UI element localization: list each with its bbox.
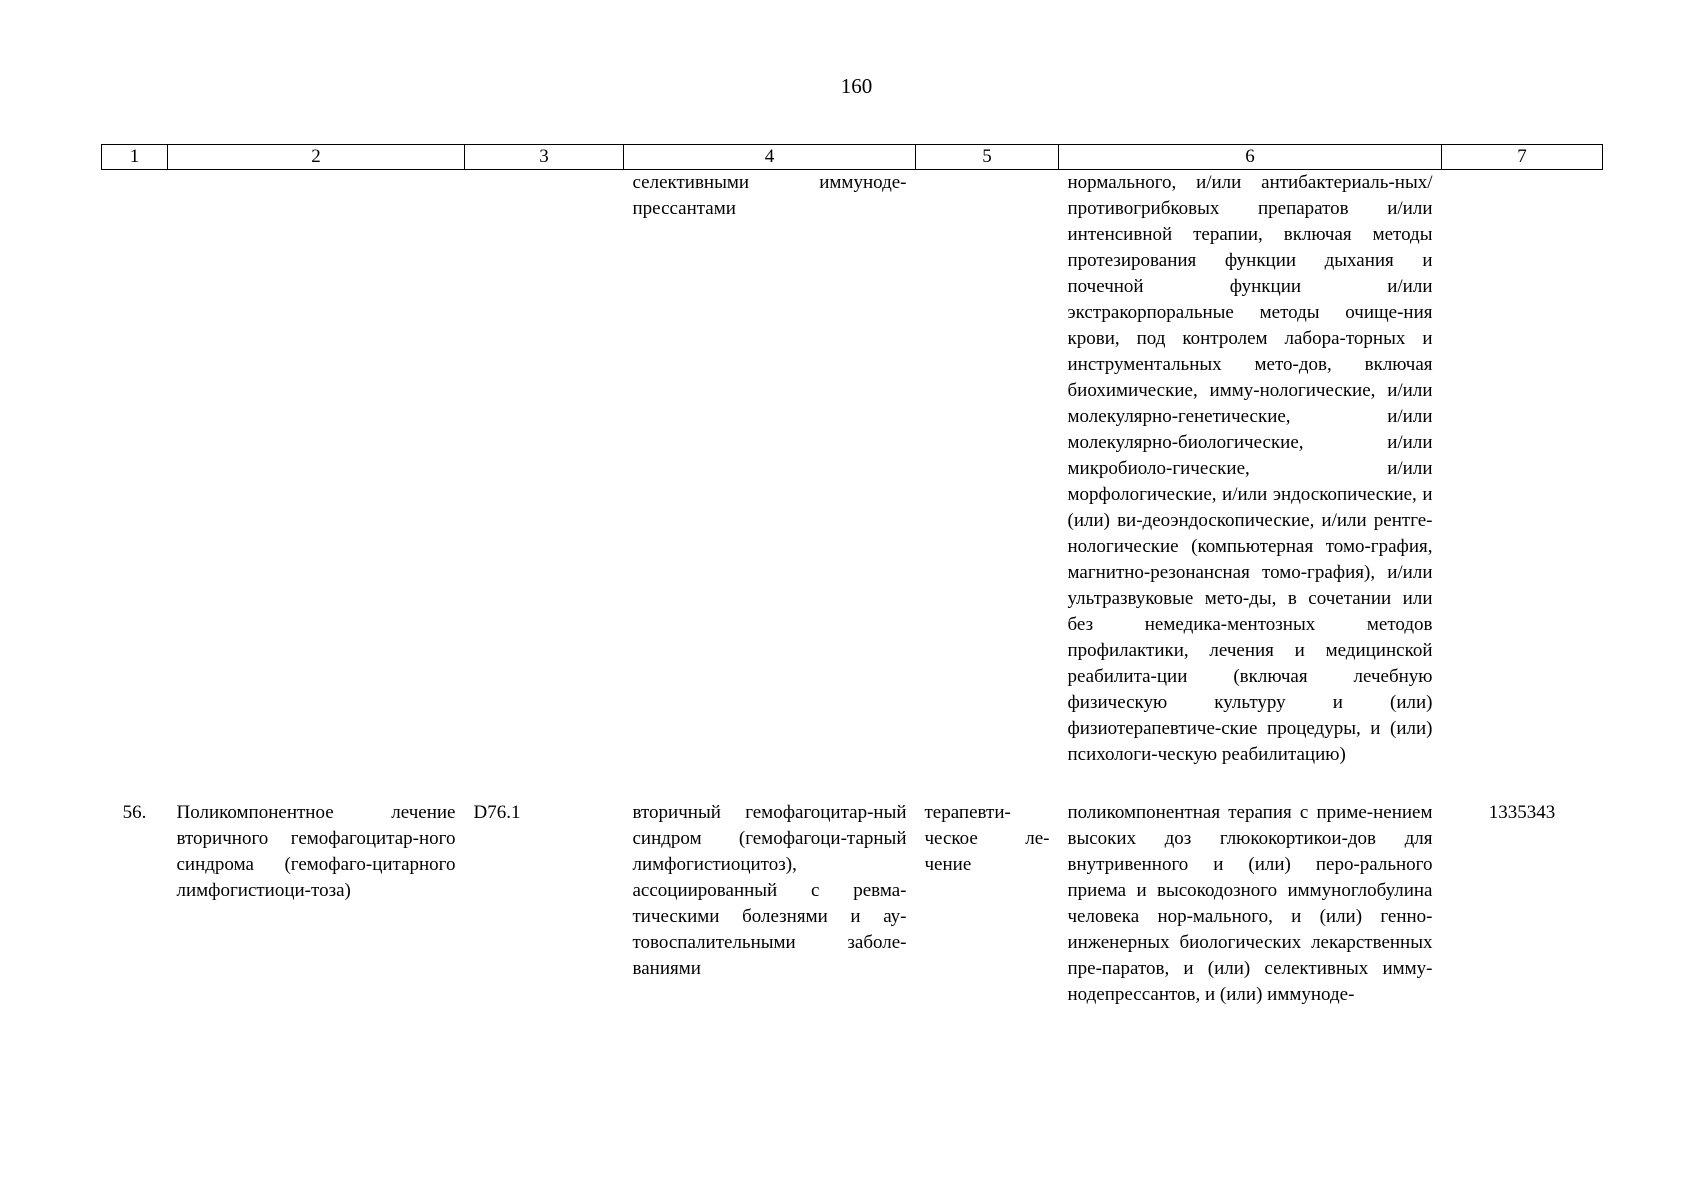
row-number: 56. bbox=[122, 802, 147, 823]
treatment-method: поликомпонентная терапия с приме-нением высоких доз глюкокортикои-дов для внутривенного и (или) перо-рального приема и высокодозного иммуноглобулина человека нор-мального, и (или) генно-инженерных биологических лекарственных пре-паратов, и (или) селективных имму-нодепрессантов, и (или) иммуноде- bbox=[1067, 802, 1433, 1005]
column-header-5: 5 bbox=[916, 145, 1059, 170]
column-header-2: 2 bbox=[168, 145, 465, 170]
column-number-header-row bbox=[102, 145, 1603, 170]
standard-cost: 1335343 bbox=[1488, 802, 1556, 823]
column-header-6: 6 bbox=[1059, 145, 1442, 170]
cell-empty bbox=[465, 170, 624, 769]
table-row-56 bbox=[102, 800, 1603, 1008]
patient-model: вторичный гемофагоцитар-ный синдром (гемофагоци-тарный лимфогистиоцитоз), ассоциированный с ревма-тическими болезнями и ау-товоспалительными заболе-ваниями bbox=[632, 802, 907, 979]
table-row-continuation bbox=[102, 170, 1603, 769]
cell-patient-model-continued: селективными иммуноде-прессантами bbox=[632, 172, 907, 219]
column-header-1: 1 bbox=[102, 145, 168, 170]
medical-care-table bbox=[101, 144, 1603, 1008]
column-header-3: 3 bbox=[465, 145, 624, 170]
column-header-4: 4 bbox=[624, 145, 916, 170]
cell-empty bbox=[102, 170, 168, 769]
icd-code: D76.1 bbox=[473, 802, 521, 823]
cell-empty bbox=[1442, 170, 1603, 769]
cell-empty bbox=[916, 170, 1059, 769]
cell-empty bbox=[168, 170, 465, 769]
row-spacer bbox=[102, 768, 1603, 800]
cell-treatment-method-continued: нормального, и/или антибактериаль-ных/противогрибковых препаратов и/или интенсивной терапии, включая методы протезирования функции дыхания и почечной функции и/или экстракорпоральные методы очище-ния крови, под контролем лабора-торных и инструментальных мето-дов, включая биохимические, имму-нологические, и/или молекулярно-генетические, и/или молекулярно-биологические, и/или микробиоло-гические, и/или морфологические, и/или эндоскопические, и (или) ви-деоэндоскопические, и/или рентге-нологические (компьютерная томо-графия, магнитно-резонансная томо-графия), и/или ультразвуковые мето-ды, в сочетании или без немедика-ментозных методов профилактики, лечения и медицинской реабилита-ции (включая лечебную физическую культуру и (или) физиотерапевтиче-ские процедуры, и (или) психологи-ческую реабилитацию) bbox=[1067, 172, 1433, 765]
treatment-type: терапевти-ческое ле-чение bbox=[924, 802, 1050, 875]
care-profile-name: Поликомпонентное лечение вторичного гемофагоцитар-ного синдрома (гемофаго-цитарного лимфогистиоци-тоза) bbox=[176, 802, 456, 901]
column-header-7: 7 bbox=[1442, 145, 1603, 170]
page-number: 160 bbox=[840, 74, 873, 98]
